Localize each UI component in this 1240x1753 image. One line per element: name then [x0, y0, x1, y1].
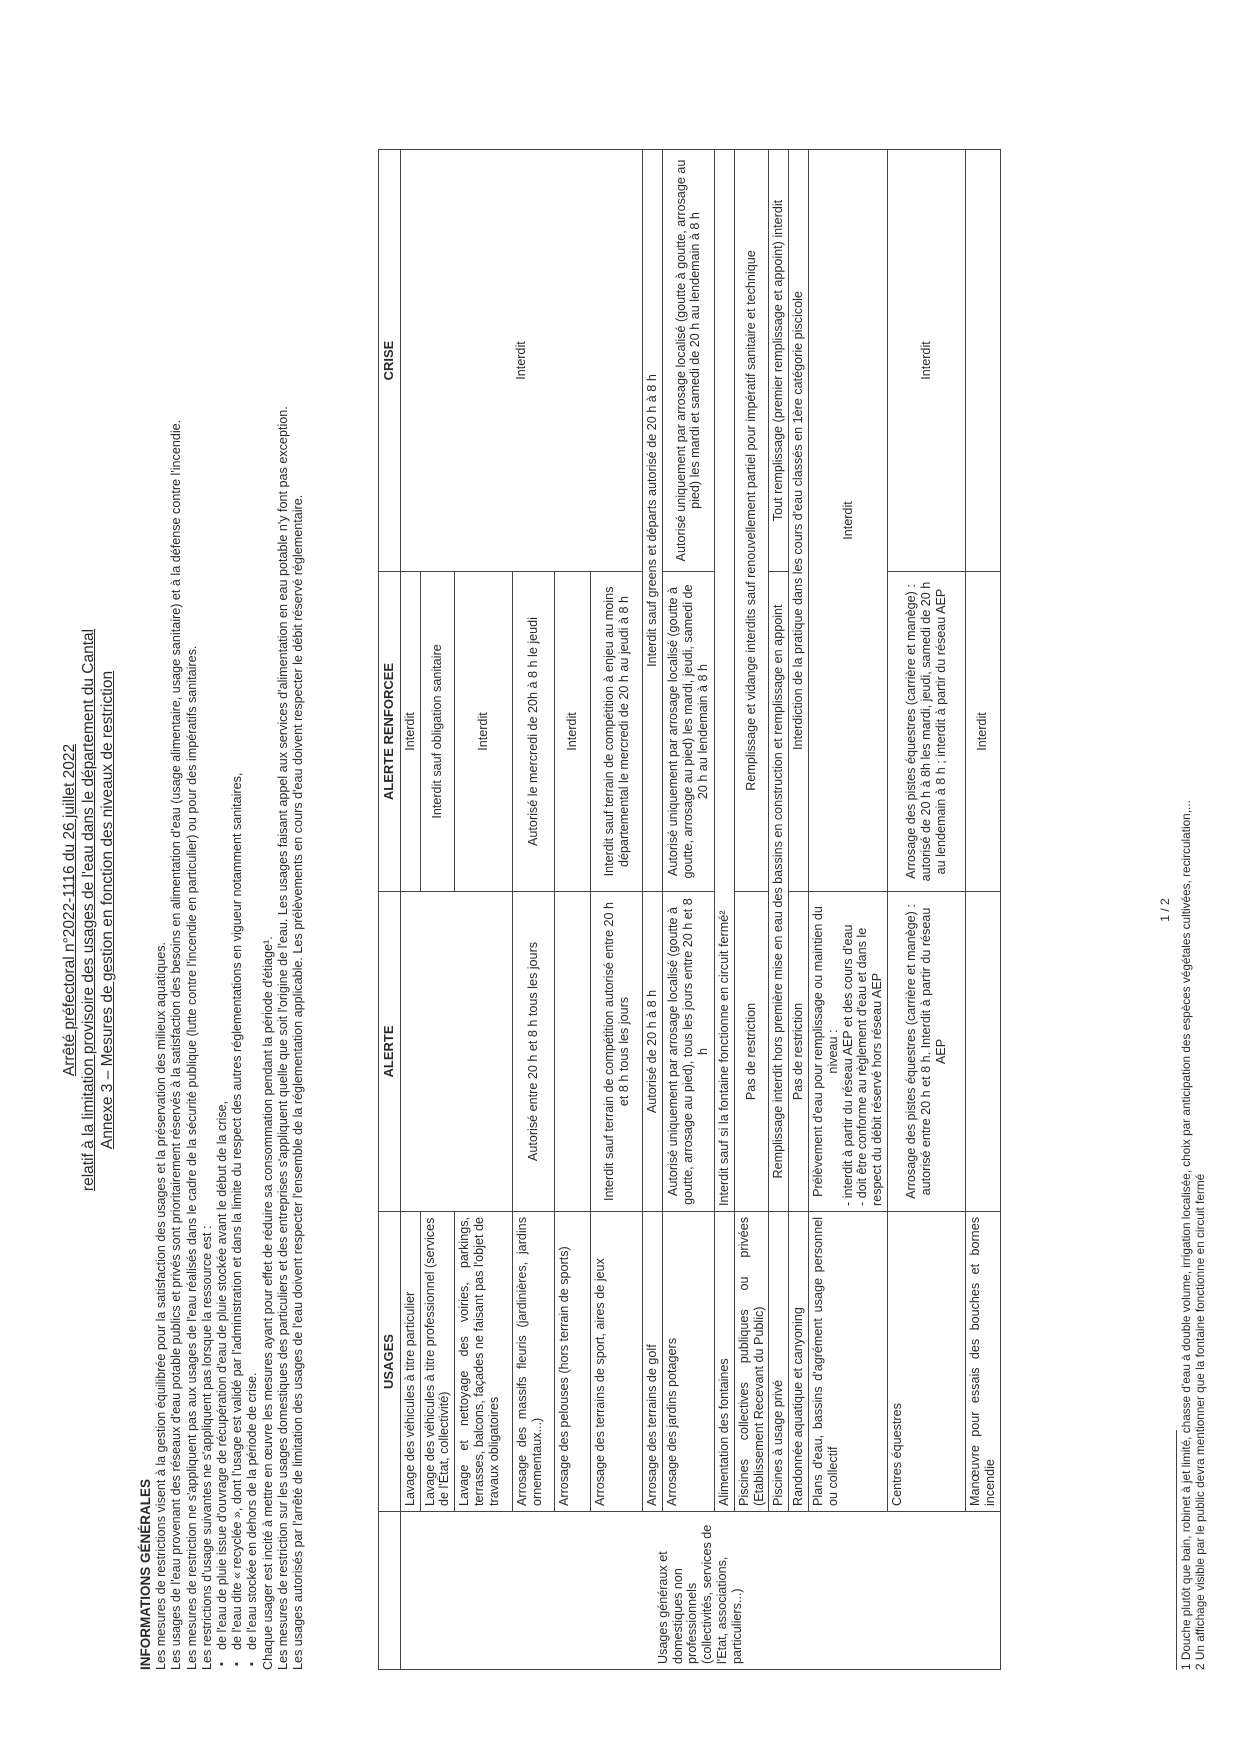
usage-cell: Piscines à usage privé	[769, 1212, 789, 1512]
header-alerte-renforcee: ALERTE RENFORCEE	[379, 572, 401, 892]
merged-cell: Interdit sauf si la fontaine fonctionne en circuit fermé²	[714, 150, 734, 1212]
table-row	[808, 150, 887, 1670]
footnote-divider	[1176, 1430, 1177, 1670]
info-bullet: ▪ de l'eau de pluie issue d'ouvrage de récupération d'eau de pluie stockée avant le début de la crise,	[215, 150, 230, 1670]
page-number: 1 / 2	[1158, 898, 1172, 922]
alerte-renforcee-cell: Interdit sauf obligation sanitaire	[420, 572, 455, 892]
footnotes	[1176, 150, 1207, 1670]
table-row	[887, 150, 965, 1670]
table-row	[714, 150, 734, 1670]
merged-cell: Interdit sauf greens et départs autorisé de 20 h à 8 h	[643, 150, 663, 892]
alerte-cell: Autorisé uniquement par arrosage localisé (goutte à goutte, arrosage au pied), tous les jours entre 20 h et 8 h	[662, 892, 714, 1212]
header-empty	[379, 1512, 401, 1670]
info-paragraph: Chaque usager est incité à mettre en œuvre les mesures ayant pour effet de réduire sa consommation pendant la période d'étiage¹.	[260, 936, 275, 1670]
alerte-renforcee-cell: Autorisé le mercredi de 20h à 8 h le jeudi	[513, 572, 555, 892]
alerte-renforcee-cell: Autorisé uniquement par arrosage localisé (goutte à goutte, arrosage au pied) les mardi, jeudi, samedi de 20 h au lendemain à 8 h	[662, 572, 714, 892]
alerte-renforcee-cell: Arrosage des pistes équestres (carrière et manège) : autorisé de 20 h à 8h les mardi, jeudi, samedi de 20 h au lendemain à 8 h ; interdit à partir du réseau AEP	[887, 572, 965, 892]
alerte-renforcee-cell: Interdit	[400, 572, 420, 892]
footnote-1: 1 Douche plutôt que bain, robinet à jet limité, chasse d'eau à double volume, irrigation localisée, choix par anticipation des espèces végétales cultivées, recirculation,...	[1179, 800, 1193, 1670]
merged-cell: Interdiction de la pratique dans les cours d'eau classés en 1ère catégorie piscicole	[789, 150, 809, 892]
table-row	[789, 150, 809, 1670]
alerte-text: - interdit à partir du réseau AEP et des cours d'eau	[840, 924, 855, 1206]
general-info	[138, 150, 306, 1670]
usage-cell: Piscines collectives publiques ou privées (Etablissement Recevant du Public)	[734, 1212, 769, 1512]
alerte-cell: Interdit sauf terrain de compétition autorisé entre 20 h et 8 h tous les jours	[591, 892, 643, 1212]
table-row	[769, 150, 789, 1670]
alerte-cell: Pas de restriction	[734, 892, 769, 1212]
usage-cell: Randonnée aquatique et canyoning	[789, 1212, 809, 1512]
merged-cell: Remplissage interdit hors première mise en eau des bassins en construction et remplissage en appoint	[769, 572, 789, 1212]
usage-cell: Arrosage des massifs fleuris (jardinières, jardins ornementaux...)	[513, 1212, 555, 1512]
crise-cell: Autorisé uniquement par arrosage localisé (goutte à goutte, arrosage au pied) les mardi et samedi de 20 h au lendemain à 8 h	[662, 150, 714, 572]
header-crise: CRISE	[379, 150, 401, 572]
info-paragraph: Les mesures de restriction sur les usages domestiques des particuliers et des entreprises s'appliquent quelle que soit l'origine de l'eau. Les usages faisant appel aux services d'alimentation en eau potable n'y font pas exception.	[275, 406, 290, 1670]
footnote-2: 2 Un affichage visible par le public devra mentionner que la fontaine fonctionne en circuit fermé	[1193, 1173, 1207, 1670]
general-info-heading: INFORMATIONS GÉNÉRALES	[138, 1478, 153, 1670]
crise-cell: Interdit	[400, 150, 642, 572]
usage-cell: Plans d'eau, bassins d'agrément usage personnel ou collectif	[808, 1212, 887, 1512]
alerte-renforcee-cell: Interdit	[555, 572, 591, 892]
annex-title: Annexe 3 – Mesures de gestion en fonction des niveaux de restriction	[99, 670, 116, 1150]
table-row	[662, 150, 714, 1670]
category-cell: Usages généraux et domestiques non professionnels (collectivités, services de l'Etat, associations, particuliers...)	[400, 1512, 1000, 1670]
table-row	[965, 150, 1000, 1670]
alerte-renforcee-cell: Interdit	[455, 572, 513, 892]
table-row	[400, 150, 420, 1670]
usage-cell: Centres équestres	[887, 1212, 965, 1512]
alerte-cell: Pas de restriction	[789, 892, 809, 1212]
merged-cell: Remplissage et vidange interdits sauf renouvellement partiel pour impératif sanitaire et technique	[734, 150, 769, 892]
crise-cell: Interdit	[887, 150, 965, 572]
table-header-row	[379, 150, 401, 1670]
alerte-cell	[400, 892, 512, 1212]
alerte-cell: Autorisé entre 20 h et 8 h tous les jours	[513, 892, 555, 1212]
alerte-renforcee-cell: Interdit	[965, 572, 1000, 892]
info-paragraph: Les usages de l'eau provenant des réseaux d'eau potable publics et privés sont prioritairement réservés à la satisfaction des besoins en alimentation d'eau (usage alimentaire, usage sanitaire) et à la défense contre l'incendie.	[169, 419, 184, 1670]
rotated-page	[60, 120, 1220, 1700]
crise-cell	[965, 150, 1000, 572]
alerte-renforcee-cell: Interdit sauf terrain de compétition à enjeu au moins départemental le mercredi de 20 h au jeudi à 8 h	[591, 572, 643, 892]
usage-cell: Arrosage des terrains de golf	[643, 1212, 663, 1512]
table-row	[734, 150, 769, 1670]
decree-subtitle: relatif à la limitation provisoire des usages de l'eau dans le département du Cantal	[80, 628, 97, 1192]
info-paragraph: Les restrictions d'usage suivantes ne s'appliquent pas lorsque la ressource est :	[199, 1225, 214, 1670]
alerte-cell: Autorisé de 20 h à 8 h	[643, 892, 663, 1212]
header-alerte: ALERTE	[379, 892, 401, 1212]
info-paragraph: Les mesures de restrictions visent à la gestion équilibrée pour la satisfaction des usages et la préservation des milieux aquatiques.	[154, 941, 169, 1670]
info-bullet: ▪ de l'eau dite « recyclée », dont l'usage est validé par l'administration et dans la limite du respect des autres réglementations en vigueur notamment sanitaires,	[230, 150, 245, 1670]
usage-cell: Lavage des véhicules à titre particulier	[400, 1212, 420, 1512]
usage-cell: Arrosage des terrains de sport, aires de jeux	[591, 1212, 643, 1512]
alerte-cell	[808, 892, 887, 1212]
usage-cell: Arrosage des jardins potagers	[662, 1212, 714, 1512]
header-usages: USAGES	[379, 1212, 401, 1512]
alerte-cell	[555, 892, 591, 1212]
usage-cell: Lavage des véhicules à titre professionnel (services de l'État, collectivité)	[420, 1212, 455, 1512]
alerte-cell: Arrosage des pistes équestres (carrière et manège) : autorisé entre 20 h et 8 h. Interdit à partir du réseau AEP	[887, 892, 965, 1212]
usage-cell: Manœuvre pour essais des bouches et bornes incendie	[965, 1212, 1000, 1512]
usage-cell: Alimentation des fontaines	[714, 1212, 734, 1512]
alerte-text: Prélèvement d'eau pour remplissage ou maintien du niveau :	[810, 906, 840, 1197]
alerte-cell	[965, 892, 1000, 1212]
info-bullet: ▪ de l'eau stockée en dehors de la période de crise.	[245, 150, 260, 1670]
usage-cell: Arrosage des pelouses (hors terrain de sports)	[555, 1212, 591, 1512]
merged-cell: Interdit	[808, 150, 887, 892]
table-row	[643, 150, 663, 1670]
info-paragraph: Les usages autorisés par l'arrêté de limitation des usages de l'eau doivent respecter l'ensemble de la réglementation applicable. Les prélèvements en cours d'eau doivent respecter le débit réservé réglementaire.	[291, 494, 306, 1670]
usage-cell: Lavage et nettoyage des voiries, parkings, terrasses, balcons, façades ne faisant pas l'objet de travaux obligatoires	[455, 1212, 513, 1512]
decree-title: Arrêté préfectoral n°2022-1116 du 26 juillet 2022	[61, 743, 78, 1077]
info-paragraph: Les mesures de restriction ne s'appliquent pas aux usages de l'eau réalisés dans le cadre de la sécurité publique (lutte contre l'incendie en particulier) ou pour des impératifs sanitaires.	[184, 645, 199, 1670]
restriction-table	[378, 149, 1001, 1670]
document-header	[60, 120, 117, 1700]
alerte-text: - doit être conforme au règlement d'eau et dans le respect du débit réservé hors réseau AEP	[855, 927, 885, 1206]
crise-cell: Tout remplissage (premier remplissage et appoint) interdit	[769, 150, 789, 572]
